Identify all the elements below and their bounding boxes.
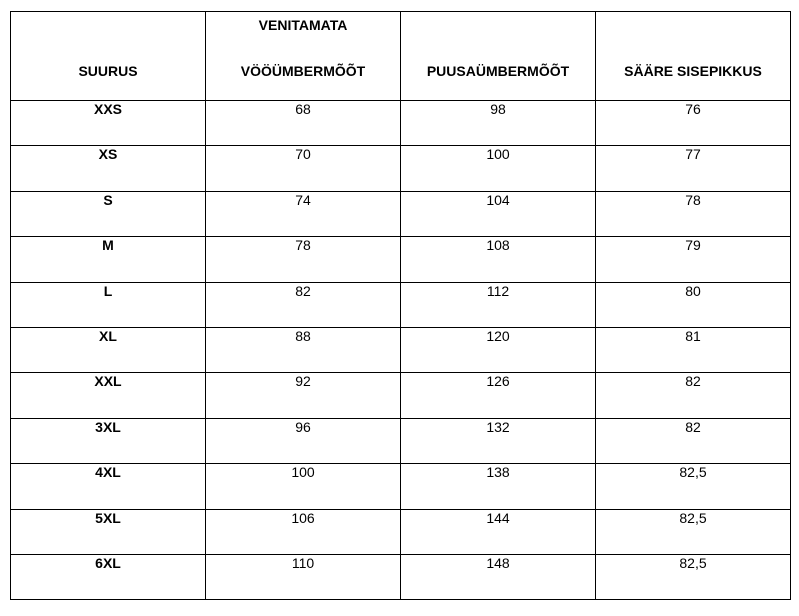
table-row — [11, 418, 791, 463]
inseam-cell: 82 — [596, 418, 791, 463]
table-row — [11, 191, 791, 236]
header-waist-line2: VÖÖÜMBERMÕÕT — [240, 63, 366, 79]
table-row — [11, 373, 791, 418]
inseam-cell: 80 — [596, 282, 791, 327]
table-row — [11, 237, 791, 282]
header-waist-line1: VENITAMATA — [258, 17, 348, 33]
hip-cell: 120 — [401, 327, 596, 372]
size-cell: S — [11, 191, 206, 236]
hip-cell: 138 — [401, 464, 596, 509]
header-size — [11, 12, 206, 101]
inseam-cell: 81 — [596, 327, 791, 372]
table-body — [11, 101, 791, 600]
size-cell: XL — [11, 327, 206, 372]
waist-cell: 106 — [206, 509, 401, 554]
hip-cell: 108 — [401, 237, 596, 282]
inseam-cell: 78 — [596, 191, 791, 236]
waist-cell: 96 — [206, 418, 401, 463]
waist-cell: 70 — [206, 146, 401, 191]
hip-cell: 148 — [401, 554, 596, 599]
table-row — [11, 327, 791, 372]
size-cell: L — [11, 282, 206, 327]
size-cell: XXL — [11, 373, 206, 418]
hip-cell: 126 — [401, 373, 596, 418]
inseam-cell: 82,5 — [596, 554, 791, 599]
header-inseam — [596, 12, 791, 101]
header-inseam-label: SÄÄRE SISEPIKKUS — [624, 63, 762, 79]
hip-cell: 112 — [401, 282, 596, 327]
size-cell: 4XL — [11, 464, 206, 509]
hip-cell: 132 — [401, 418, 596, 463]
waist-cell: 74 — [206, 191, 401, 236]
table-row — [11, 282, 791, 327]
inseam-cell: 82 — [596, 373, 791, 418]
waist-cell: 82 — [206, 282, 401, 327]
table-row — [11, 464, 791, 509]
waist-cell: 92 — [206, 373, 401, 418]
hip-cell: 104 — [401, 191, 596, 236]
waist-cell: 110 — [206, 554, 401, 599]
waist-cell: 100 — [206, 464, 401, 509]
header-hip — [401, 12, 596, 101]
inseam-cell: 76 — [596, 101, 791, 146]
table-row — [11, 101, 791, 146]
table-row — [11, 146, 791, 191]
waist-cell: 68 — [206, 101, 401, 146]
hip-cell: 100 — [401, 146, 596, 191]
header-size-label: SUURUS — [78, 63, 138, 79]
size-cell: 5XL — [11, 509, 206, 554]
inseam-cell: 82,5 — [596, 509, 791, 554]
header-waist-label — [206, 17, 400, 79]
table-row — [11, 554, 791, 599]
hip-cell: 98 — [401, 101, 596, 146]
table-row — [11, 509, 791, 554]
size-cell: 3XL — [11, 418, 206, 463]
inseam-cell: 82,5 — [596, 464, 791, 509]
inseam-cell: 77 — [596, 146, 791, 191]
size-cell: XS — [11, 146, 206, 191]
hip-cell: 144 — [401, 509, 596, 554]
waist-cell: 88 — [206, 327, 401, 372]
header-hip-label: PUUSAÜMBERMÕÕT — [426, 63, 570, 79]
size-chart-table — [10, 11, 791, 600]
inseam-cell: 79 — [596, 237, 791, 282]
header-waist — [206, 12, 401, 101]
waist-cell: 78 — [206, 237, 401, 282]
size-cell: M — [11, 237, 206, 282]
header-row — [11, 12, 791, 101]
size-cell: 6XL — [11, 554, 206, 599]
size-cell: XXS — [11, 101, 206, 146]
